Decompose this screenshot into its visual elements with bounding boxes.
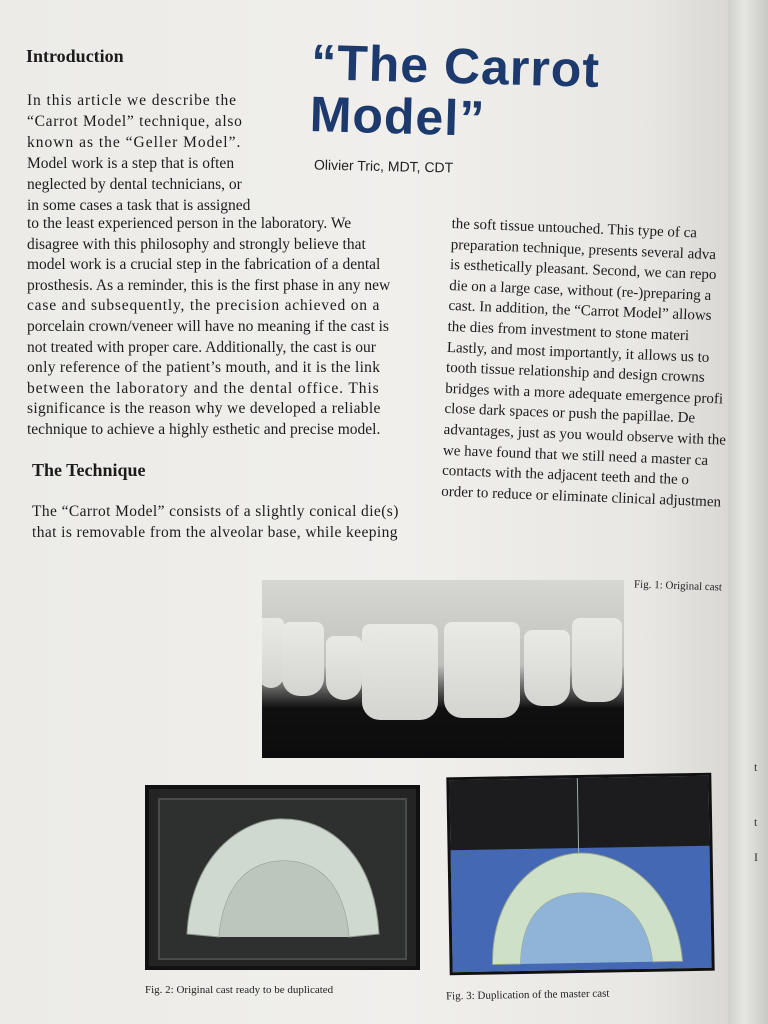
title-line-2: Model”: [309, 85, 486, 147]
body-line: close dark spaces or push the papillae. De: [444, 401, 696, 427]
body-line: between the laboratory and the dental office. This: [27, 379, 380, 397]
body-line: contacts with the adjacent teeth and the o: [441, 462, 690, 489]
body-line: to the least experienced person in the laboratory. We: [27, 215, 352, 232]
body-line: technique to achieve a highly esthetic and precise model.: [27, 420, 381, 438]
tooth-shape: [524, 630, 570, 706]
tooth-shape: [444, 622, 520, 718]
tooth-shape: [572, 618, 622, 702]
body-line: model work is a crucial step in the fabrication of a dental: [27, 256, 381, 274]
intro-line: neglected by dental technicians, or: [27, 176, 242, 193]
body-line: porcelain crown/veneer will have no meaning if the cast is: [27, 317, 389, 335]
body-line: die on a large case, without (re-)preparing a: [448, 277, 712, 304]
figure-2-cast-in-box-photo: [145, 785, 420, 970]
figure-1-original-cast-photo: [262, 580, 624, 758]
body-line: only reference of the patient’s mouth, and it is the link: [27, 359, 381, 377]
figure-2-caption: Fig. 2: Original cast ready to be duplicated: [145, 984, 334, 996]
figure-3-caption: Fig. 3: Duplication of the master cast: [445, 987, 610, 1003]
body-line: advantages, just as you would observe with the: [443, 421, 727, 449]
body-line: the dies from investment to stone materi: [447, 318, 690, 345]
body-line: we have found that we still need a master ca: [442, 442, 709, 469]
body-line: bridges with a more adequate emergence profi: [444, 380, 724, 408]
intro-line: known as the “Geller Model”.: [27, 134, 242, 151]
left-column-paragraph: [27, 214, 425, 441]
body-line: significance is the reason why we developed a reliable: [27, 400, 381, 418]
body-line: cast. In addition, the “Carrot Model” allows: [448, 298, 712, 325]
body-line: prosthesis. As a reminder, this is the first phase in any new: [27, 276, 391, 294]
body-line: disagree with this philosophy and strongly believe that: [27, 235, 366, 253]
body-line: not treated with proper care. Additionally, the cast is our: [27, 338, 376, 356]
technique-paragraph: [32, 501, 424, 543]
tooth-shape: [282, 622, 324, 696]
intro-line: Model work is a step that is often: [27, 155, 235, 172]
title-line-1: “The Carrot: [310, 34, 601, 99]
body-line: The “Carrot Model” consists of a slightly conical die(s): [32, 503, 399, 520]
article-title: [309, 36, 702, 151]
figure-3-illustration: [449, 776, 711, 972]
tooth-shape: [262, 618, 284, 688]
body-line: order to reduce or eliminate clinical adjustmen: [441, 483, 722, 511]
figure-2-illustration: [149, 789, 416, 966]
intro-line: in some cases a task that is assigned: [27, 197, 251, 214]
body-line: that is removable from the alveolar base, while keeping: [32, 524, 398, 541]
body-line: case and subsequently, the precision achieved on a: [27, 297, 381, 315]
tooth-shape: [326, 636, 362, 700]
tooth-shape: [362, 624, 438, 720]
intro-heading: Introduction: [26, 46, 124, 66]
figure-3-duplication-photo: [446, 773, 714, 976]
right-column-paragraph: [441, 214, 734, 513]
body-line: preparation technique, presents several adva: [450, 236, 717, 263]
article-author: Olivier Tric, MDT, CDT: [313, 156, 454, 176]
body-line: Lastly, and most importantly, it allows us to: [446, 339, 710, 366]
next-page-edge: t t I: [728, 0, 768, 1024]
body-line: is esthetically pleasant. Second, we can repo: [449, 257, 717, 284]
intro-line: In this article we describe the: [27, 92, 237, 109]
body-line: tooth tissue relationship and design crowns: [445, 360, 705, 386]
intro-paragraph: [27, 90, 277, 216]
intro-line: “Carrot Model” technique, also: [27, 113, 243, 130]
body-line: the soft tissue untouched. This type of ca: [451, 215, 698, 242]
technique-heading: The Technique: [32, 460, 146, 480]
figure-1-caption: Fig. 1: Original cast: [633, 578, 723, 594]
